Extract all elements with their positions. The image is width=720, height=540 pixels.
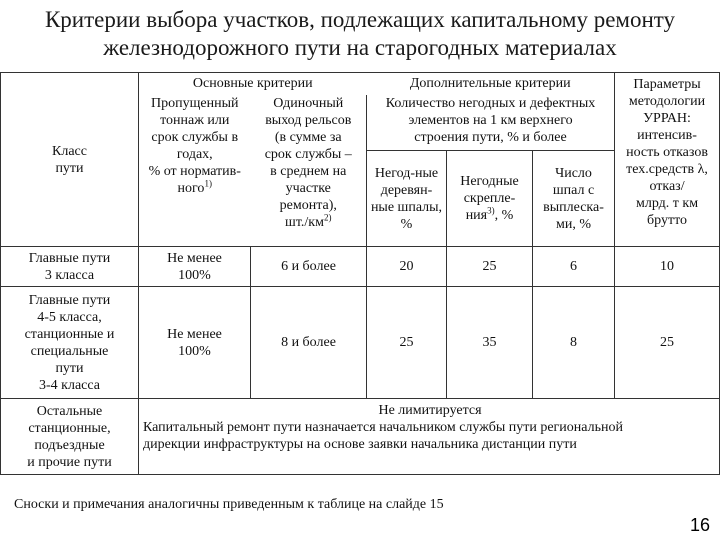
rail-line: срок службы – — [264, 146, 352, 162]
rail-line: в среднем на — [270, 163, 347, 179]
other-class-cell — [1, 399, 139, 475]
splash-line: Число — [555, 165, 592, 181]
other-class-line: станционные, — [28, 420, 111, 436]
other-class-line: и прочие пути — [27, 454, 112, 470]
params-line: интенсив- — [637, 128, 697, 143]
criteria-table-wrapper — [0, 72, 720, 475]
tonnage-line — [141, 177, 249, 197]
rail-line-text: шт./км — [285, 214, 324, 230]
tonnage-line: тоннаж или — [160, 112, 230, 128]
row-class-line: станционные и — [24, 326, 115, 342]
other-class-line: подъездные — [34, 437, 105, 453]
other-class-line: Остальные — [36, 403, 103, 419]
row-class-line: Главные пути — [28, 250, 111, 266]
footnote-marker: 2) — [323, 211, 332, 222]
row-class-line: 4-5 класса, — [37, 309, 102, 325]
params-line: методологии — [628, 94, 706, 109]
header-class-cell — [1, 73, 139, 247]
header-fastenings-cell — [447, 151, 533, 247]
rail-line: участке — [285, 180, 331, 196]
header-add-sub — [367, 95, 615, 151]
rail-line — [253, 211, 365, 231]
rail-line: (в сумме за — [274, 129, 342, 145]
header-tonnage-cell — [139, 95, 251, 247]
other-note-cell — [139, 399, 720, 475]
sleepers-line: % — [400, 216, 413, 232]
row-tonnage-line: 100% — [178, 343, 211, 359]
table-row — [1, 287, 720, 399]
tonnage-line: Пропущенный — [151, 95, 239, 111]
row-class-line: специальные — [30, 343, 109, 359]
row-class-line: 3-4 класса — [39, 377, 100, 393]
row-class-line: Главные пути — [28, 292, 111, 308]
header-class-line: Класс — [52, 143, 87, 159]
rail-line: Одиночный — [273, 95, 344, 111]
header-add-group — [367, 73, 615, 95]
header-add-group-label: Дополнительные критерии — [409, 76, 571, 92]
fastenings-line-tail: , % — [494, 208, 514, 223]
sleepers-line: деревян- — [380, 182, 433, 198]
table-row-other — [1, 399, 720, 475]
params-line: УРРАН: — [643, 111, 691, 126]
row-rail-cell: 8 и более — [251, 287, 367, 399]
header-class-line: пути — [55, 160, 84, 176]
row-class-line: 3 класса — [44, 267, 95, 283]
page-number: 16 — [689, 515, 710, 535]
header-row-1 — [1, 73, 720, 95]
other-note-line: Не лимитируется — [378, 403, 482, 418]
header-splash-cell — [533, 151, 615, 247]
fastenings-line: скрепле- — [463, 191, 516, 206]
row-splash-cell: 8 — [533, 287, 615, 399]
splash-line: выплеска- — [543, 199, 604, 215]
header-sleepers-cell — [367, 151, 447, 247]
header-main-group — [139, 73, 367, 95]
header-rail-cell — [251, 95, 367, 247]
criteria-table — [0, 72, 720, 475]
splash-line: ми, % — [556, 216, 592, 232]
row-fastenings-cell: 25 — [447, 247, 533, 287]
fastenings-line — [449, 207, 530, 224]
params-line: Параметры — [633, 77, 701, 92]
row-tonnage-cell — [139, 247, 251, 287]
row-tonnage-line: 100% — [178, 267, 211, 283]
tonnage-line: годах, — [176, 146, 213, 162]
title-line-2: железнодорожного пути на старогодных материалах — [103, 35, 617, 60]
params-line: тех.средств λ, — [626, 162, 708, 177]
add-sub-line: Количество негодных и дефектных — [385, 95, 596, 111]
other-note-line: Капитальный ремонт пути назначается начальником службы пути региональной — [143, 420, 623, 435]
row-failures-cell: 25 — [615, 287, 720, 399]
row-sleepers-cell: 20 — [367, 247, 447, 287]
row-class-cell — [1, 287, 139, 399]
params-line: отказ/ — [649, 179, 685, 194]
rail-line: ремонта), — [279, 197, 337, 213]
add-sub-line: строения пути, % и более — [414, 129, 567, 145]
row-class-cell — [1, 247, 139, 287]
other-note-line: дирекции инфраструктуры на основе заявки начальника дистанции пути — [143, 437, 577, 452]
header-params-cell — [615, 73, 720, 247]
table-row — [1, 247, 720, 287]
params-line: ность отказов — [626, 145, 708, 160]
slide-title — [0, 6, 720, 62]
footnote-marker: 1) — [204, 177, 212, 188]
row-rail-cell: 6 и более — [251, 247, 367, 287]
row-sleepers-cell: 25 — [367, 287, 447, 399]
params-line: млрд. т км — [635, 196, 699, 211]
rail-line: выход рельсов — [265, 112, 352, 128]
header-main-group-label: Основные критерии — [192, 76, 313, 92]
add-sub-line: элементов на 1 км верхнего — [408, 112, 573, 128]
row-class-line: пути — [55, 360, 84, 376]
row-tonnage-line: Не менее — [167, 326, 222, 342]
splash-line: шпал с — [552, 182, 595, 198]
fastenings-line-text: ния — [465, 208, 488, 223]
tonnage-line: % от норматив- — [148, 163, 241, 179]
title-line-1: Критерии выбора участков, подлежащих капитальному ремонту — [44, 7, 676, 32]
row-fastenings-cell: 35 — [447, 287, 533, 399]
row-tonnage-line: Не менее — [167, 250, 222, 266]
fastenings-line: Негодные — [460, 174, 519, 189]
row-failures-cell: 10 — [615, 247, 720, 287]
params-line: брутто — [647, 213, 688, 228]
row-tonnage-cell — [139, 287, 251, 399]
footnote-marker: 3) — [487, 205, 495, 216]
tonnage-line-text: ного — [177, 180, 205, 196]
sleepers-line: Негод-ные — [374, 165, 439, 181]
tonnage-line: срок службы в — [151, 129, 239, 145]
sleepers-line: ные шпалы, — [370, 199, 443, 215]
row-splash-cell: 6 — [533, 247, 615, 287]
footnote: Сноски и примечания аналогичны приведенным к таблице на слайде 15 — [14, 497, 444, 512]
